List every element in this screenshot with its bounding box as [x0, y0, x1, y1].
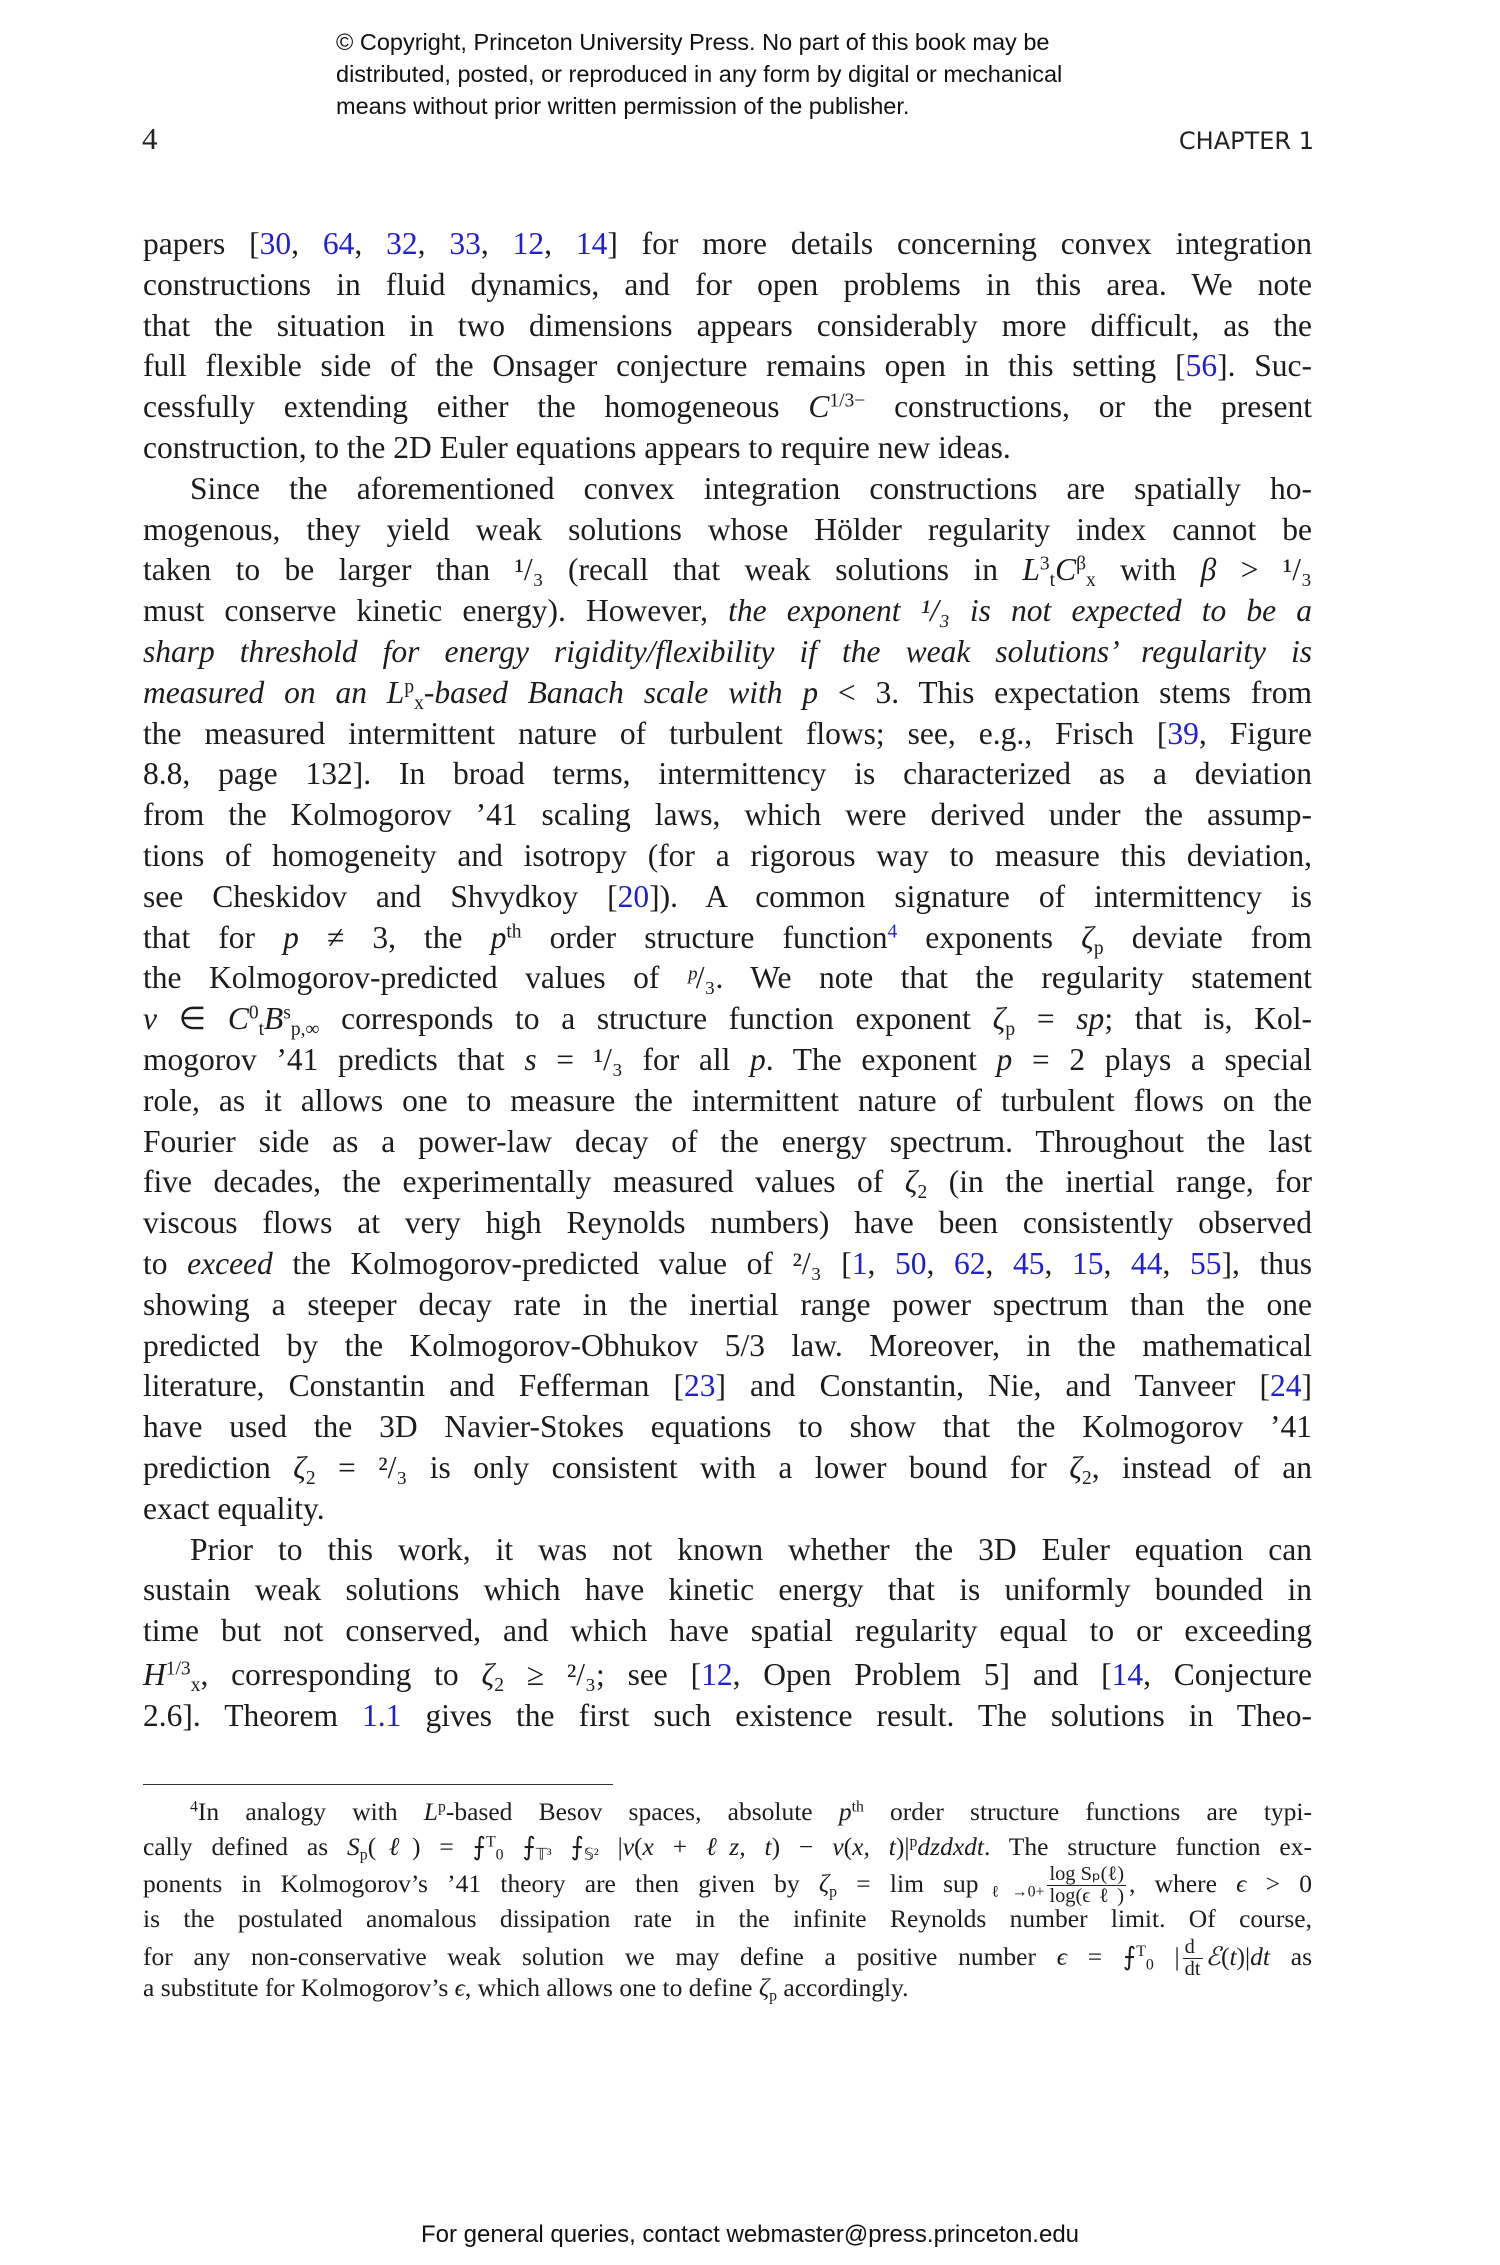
body-line: predicted by the Kolmogorov-Obhukov 5/3 law. Moreover, in the mathematical: [143, 1327, 1312, 1363]
body-line: literature, Constantin and Fefferman [23] and Constantin, Nie, and Tanveer [24]: [143, 1368, 1312, 1404]
math-symbol: s: [524, 1041, 537, 1077]
math-symbol: p: [490, 919, 507, 955]
subscript: x: [190, 1674, 201, 1696]
body-line: prediction $\zeta_2 = ^2/_3$ is only consistent with a lower bound for $\zeta_2$, instead of an: [143, 1449, 1312, 1489]
main-text: [143, 224, 1312, 1737]
math-symbol: C: [227, 1001, 249, 1037]
math-symbol: ζ: [1069, 1449, 1082, 1485]
citation-link[interactable]: 56: [1185, 348, 1218, 384]
math-symbol: C: [808, 389, 830, 425]
math-symbol: ϵ: [1056, 1941, 1068, 1971]
superscript: p: [437, 1798, 446, 1816]
body-line: taken to be larger than ¹/₃ (recall that weak solutions in $L^3_tC^\beta_x$ with β > ¹/₃: [143, 552, 1312, 592]
subscript: x: [1086, 570, 1096, 592]
emphasis: measured on an: [143, 674, 387, 710]
math-symbol: ζ: [992, 1001, 1006, 1037]
footnote-ref-link[interactable]: 4: [887, 920, 898, 942]
citation-link[interactable]: 32: [386, 226, 418, 261]
citation-link[interactable]: 1: [851, 1245, 868, 1281]
subscript: 2: [494, 1674, 504, 1696]
math-symbol: L: [1022, 552, 1040, 588]
superscript: 4: [190, 1798, 198, 1816]
citation-link[interactable]: 39: [1167, 715, 1199, 751]
subscript: 2: [1081, 1467, 1092, 1489]
math-symbol: v: [832, 1831, 844, 1861]
superscript: T: [485, 1832, 496, 1850]
citation-link[interactable]: 14: [1111, 1656, 1144, 1692]
body-line: must conserve kinetic energy). However, the exponent ¹/₃ is not expected to be a: [143, 593, 1312, 629]
footnote-rule: [143, 1784, 613, 1785]
math-symbol: L: [423, 1797, 438, 1826]
math-symbol: H: [143, 1656, 166, 1692]
body-line: cessfully extending either the homogeneous $C^{1/3-}$ constructions, or the present: [143, 389, 1312, 425]
citation-link[interactable]: 33: [449, 226, 481, 261]
footnote-4: [143, 1795, 1312, 2006]
superscript: β: [1076, 553, 1087, 575]
math-symbol: ζ: [904, 1164, 918, 1200]
subscript: p: [359, 1846, 368, 1864]
citation-link[interactable]: 55: [1190, 1245, 1222, 1281]
math-symbol: v: [143, 1001, 157, 1037]
body-line: 8.8, page 132]. In broad terms, intermittency is characterized as a deviation: [143, 756, 1312, 792]
body-line: full flexible side of the Onsager conjecture remains open in this setting [56]. Suc-: [143, 348, 1312, 384]
math-symbol: p: [838, 1797, 852, 1826]
citation-link[interactable]: 23: [683, 1368, 716, 1404]
subscript: x: [414, 692, 424, 714]
math-symbol: t: [1229, 1941, 1237, 1971]
math-symbol: p: [750, 1041, 766, 1077]
math-symbol: β: [1200, 552, 1217, 588]
emphasis: -based Banach scale with: [423, 674, 803, 710]
citation-link[interactable]: 12: [512, 226, 545, 261]
math-symbol: ζ: [758, 1973, 770, 2002]
body-line: see Cheskidov and Shvydkoy [20]). A common signature of intermittency is: [143, 878, 1312, 914]
math-symbol: ᵖ: [686, 960, 696, 996]
citation-link[interactable]: 1.1: [362, 1697, 402, 1733]
footnote-line: is the postulated anomalous dissipation rate in the infinite Reynolds number limit. Of course,: [143, 1904, 1312, 1933]
superscript: s: [283, 1002, 291, 1024]
copyright-line: means without prior written permission of the publisher.: [336, 93, 910, 119]
citation-link[interactable]: 15: [1072, 1245, 1104, 1281]
math-symbol: p: [802, 674, 819, 710]
subscript: p: [829, 1883, 838, 1901]
citation-link[interactable]: 62: [954, 1245, 986, 1281]
subscript: 𝕋³: [535, 1846, 552, 1864]
superscript: p: [404, 676, 415, 698]
math-symbol: B: [264, 1001, 284, 1037]
subscript: 0: [1145, 1956, 1154, 1974]
math-symbol: dzdxdt: [917, 1831, 984, 1861]
math-symbol: ζ: [1081, 919, 1094, 955]
superscript: T: [1136, 1942, 1146, 1960]
math-symbol: x, t: [852, 1831, 896, 1861]
body-line: the measured intermittent nature of turbulent flows; see, e.g., Frisch [39, Figure: [143, 715, 1312, 751]
body-line: measured on an $L^p_x$-based Banach scale with p < 3. This expectation stems from: [143, 674, 1312, 714]
body-line: papers [30, 64, 32, 33, 12, 14] for more details concerning convex integration: [143, 226, 1313, 261]
subscript: 𝕊²: [583, 1846, 599, 1864]
body-line: Since the aforementioned convex integration constructions are spatially ho-: [190, 470, 1312, 506]
body-line: time but not conserved, and which have spatial regularity equal to or exceeding: [143, 1613, 1312, 1649]
body-line: to exceed the Kolmogorov-predicted value of ²/₃ [1, 50, 62, 45, 15, 44, 55], thus: [143, 1245, 1313, 1281]
math-symbol: L: [386, 674, 405, 710]
body-line: viscous flows at very high Reynolds numbers) have been consistently observed: [143, 1205, 1312, 1241]
footer-contact: For general queries, contact webmaster@press.princeton.edu: [420, 2221, 1080, 2248]
copyright-notice: [336, 26, 1196, 122]
page-number: 4: [142, 121, 158, 156]
body-line: Prior to this work, it was not known whether the 3D Euler equation can: [190, 1531, 1312, 1567]
citation-link[interactable]: 45: [1013, 1245, 1045, 1281]
body-line: constructions in fluid dynamics, and for open problems in this area. We note: [143, 266, 1312, 302]
math-symbol: v: [622, 1831, 635, 1861]
subscript: p: [769, 1987, 778, 2005]
subscript: t: [258, 1018, 265, 1040]
subscript: t: [1049, 570, 1056, 592]
math-symbol: ℓz, t: [706, 1831, 772, 1861]
body-line: v ∈ $C^0_tB^s_{p,\infty}$ corresponds to a structure function exponent $\zeta_p$ = sp; that is, Kol-: [143, 1001, 1312, 1040]
body-line: showing a steeper decay rate in the inertial range power spectrum than the one: [143, 1286, 1312, 1322]
subscript: 0: [495, 1846, 504, 1864]
superscript: p: [909, 1832, 918, 1850]
body-line: sustain weak solutions which have kinetic energy that is uniformly bounded in: [143, 1572, 1312, 1608]
copyright-line: © Copyright, Princeton University Press. No part of this book may be: [336, 29, 1050, 55]
footnote-line: cally defined as $S_p(\ell)$ = ⨍$^T_0$ $⨍_{𝕋^3}$ $⨍_{𝕊^2}$ |v(x + ℓz, t) − v(x, $t)|^pdzdxdt$. The structure function ex-: [143, 1831, 1312, 1864]
body-line: mogorov ’41 predicts that s = ¹/₃ for all p. The exponent p = 2 plays a special: [143, 1041, 1312, 1077]
body-line: role, as it allows one to measure the intermittent nature of turbulent flows on the: [143, 1082, 1312, 1118]
math-symbol: S: [347, 1831, 360, 1861]
math-symbol: ℓ: [376, 1831, 412, 1861]
subscript: p: [1005, 1018, 1016, 1040]
citation-link[interactable]: 14: [575, 226, 608, 261]
citation-link[interactable]: 24: [1270, 1368, 1302, 1404]
math-symbol: ζ: [293, 1449, 306, 1485]
body-line: construction, to the 2D Euler equations appears to require new ideas.: [143, 429, 1011, 465]
citation-link[interactable]: 12: [701, 1656, 733, 1692]
superscript: 1/3: [165, 1658, 191, 1680]
math-symbol: sp: [1076, 1001, 1105, 1037]
footnote-line: a substitute for Kolmogorov’s ϵ, which allows one to define $\zeta_p$ accordingly.: [143, 1973, 909, 2005]
math-symbol: ℰ: [1205, 1941, 1221, 1971]
math-symbol: ζ: [481, 1656, 495, 1692]
body-line: $H^{1/3}_x$, corresponding to $\zeta_2 \ge ^2/_3$; see [12, Open Problem 5] and [14, Conjecture: [143, 1656, 1312, 1696]
body-line: from the Kolmogorov ’41 scaling laws, which were derived under the assump-: [143, 797, 1312, 833]
body-line: five decades, the experimentally measured values of $\zeta_2$ (in the inertial range, for: [143, 1164, 1313, 1204]
math-symbol: ζ: [818, 1868, 830, 1898]
math-symbol: p: [283, 919, 299, 955]
body-line: the Kolmogorov-predicted values of ᵖ/₃. We note that the regularity statement: [143, 960, 1312, 996]
running-head: CHAPTER 1: [1178, 127, 1314, 155]
superscript: th: [506, 920, 522, 942]
subscript: p,∞: [290, 1018, 320, 1040]
subscript: 2: [305, 1467, 316, 1489]
math-symbol: C: [1055, 552, 1077, 588]
body-line: that the situation in two dimensions appears considerably more difficult, as the: [143, 307, 1312, 343]
math-symbol: dt: [1250, 1941, 1270, 1971]
body-line: exact equality.: [143, 1490, 325, 1526]
superscript: 3: [1039, 553, 1050, 575]
math-symbol: x: [642, 1831, 654, 1861]
citation-link[interactable]: 44: [1131, 1245, 1163, 1281]
superscript: th: [851, 1798, 864, 1816]
footnote-line: for any non-conservative weak solution we may define a positive number ϵ = ⨍$^T_0$ | $\frac{d}{dt}$ ℰ(t)|dt as: [143, 1935, 1312, 1980]
math-symbol: ϵ: [1236, 1868, 1247, 1898]
subscript: ℓ→0+: [978, 1883, 1045, 1901]
body-line: have used the 3D Navier-Stokes equations to show that the Kolmogorov ’41: [143, 1409, 1312, 1445]
footnote-line: $^4$In analogy with $L^p$-based Besov spaces, absolute $p^{th}$ order structure functions are typi-: [190, 1797, 1312, 1826]
subscript: p: [1093, 937, 1104, 959]
body-line: Fourier side as a power-law decay of the energy spectrum. Throughout the last: [143, 1123, 1312, 1159]
subscript: 2: [917, 1182, 928, 1204]
copyright-line: distributed, posted, or reproduced in any form by digital or mechanical: [336, 61, 1063, 87]
citation-link[interactable]: 64: [322, 226, 355, 261]
footnote-line: ponents in Kolmogorov’s ’41 theory are then given by $\zeta_p = \lim sup_{\ell\to 0+}$ $\frac{\text{log Sₚ(ℓ)}}{\text{log(ϵℓ)}}$ , where ϵ > 0: [143, 1863, 1313, 1908]
body-line: 2.6]. Theorem 1.1 gives the first such existence result. The solutions in Theo-: [143, 1697, 1312, 1733]
math-symbol: p: [996, 1041, 1013, 1077]
body-line: [143, 632, 1312, 673]
superscript: 1/3−: [829, 390, 866, 412]
fraction: $\frac{d}{dt}$: [1184, 1935, 1201, 1980]
body-line: that for p ≠ 3, the $p^{th}$ order structure function$^4$ exponents $\zeta_p$ deviate from: [143, 919, 1312, 959]
body-line: mogenous, they yield weak solutions whose Hölder regularity index cannot be: [143, 511, 1312, 547]
superscript: 0: [248, 1002, 259, 1024]
citation-link[interactable]: 50: [895, 1245, 927, 1281]
emphasis: the exponent ¹/₃ is not expected to be a: [728, 593, 1312, 629]
citation-link[interactable]: 30: [259, 226, 292, 261]
emphasis: sharp threshold for energy rigidity/flexibility if the weak solutions’ regularity is: [143, 633, 1312, 669]
citation-link[interactable]: 20: [617, 878, 650, 914]
math-symbol: ϵ: [454, 1973, 465, 2002]
emphasis: exceed: [187, 1245, 273, 1281]
body-line: tions of homogeneity and isotropy (for a rigorous way to measure this deviation,: [143, 837, 1312, 873]
fraction: $\frac{\text{log Sₚ(ℓ)}}{\text{log(ϵℓ)}}$: [1049, 1863, 1125, 1908]
